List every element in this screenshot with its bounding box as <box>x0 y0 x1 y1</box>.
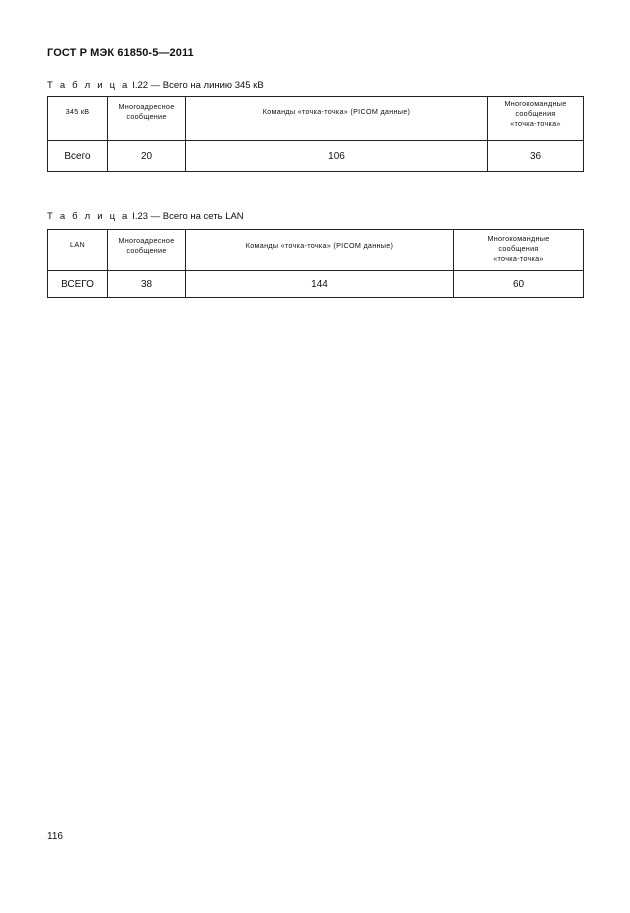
table-23-cell: 144 <box>186 271 454 298</box>
table-22-header-row <box>48 97 584 141</box>
table-23-caption <box>47 211 244 222</box>
table-23-header-row <box>48 230 584 271</box>
table-22-caption-text: I.22 — Всего на линию 345 кВ <box>132 80 264 91</box>
table-23-col-header: LAN <box>48 230 108 271</box>
table-23-row <box>48 271 584 298</box>
table-22-cell: Всего <box>48 141 108 172</box>
table-23 <box>47 229 584 298</box>
table-23-cell: ВСЕГО <box>48 271 108 298</box>
table-22-cell: 106 <box>186 141 488 172</box>
table-23-caption-text: I.23 — Всего на сеть LAN <box>132 211 244 222</box>
page-number: 116 <box>47 831 63 842</box>
table-22-cell: 20 <box>108 141 186 172</box>
table-23-col-header: Команды «точка-точка» (PICOM данные) <box>186 230 454 271</box>
table-22-cell: 36 <box>488 141 584 172</box>
table-22-col-header: Команды «точка-точка» (PICOM данные) <box>186 97 488 141</box>
table-23-cell: 60 <box>454 271 584 298</box>
table-22 <box>47 96 584 172</box>
table-22-col-header: 345 кВ <box>48 97 108 141</box>
table-22-caption-prefix: Т а б л и ц а <box>47 80 130 91</box>
table-23-caption-prefix: Т а б л и ц а <box>47 211 130 222</box>
table-23-col-header: Многокомандные сообщения «точка-точка» <box>454 230 584 271</box>
table-22-col-header: Многоадресное сообщение <box>108 97 186 141</box>
table-23-col-header: Многоадресное сообщение <box>108 230 186 271</box>
table-22-row <box>48 141 584 172</box>
table-22-caption <box>47 80 264 91</box>
document-header: ГОСТ Р МЭК 61850-5—2011 <box>47 47 194 59</box>
table-23-cell: 38 <box>108 271 186 298</box>
table-22-col-header: Многокомандные сообщения «точка-точка» <box>488 97 584 141</box>
